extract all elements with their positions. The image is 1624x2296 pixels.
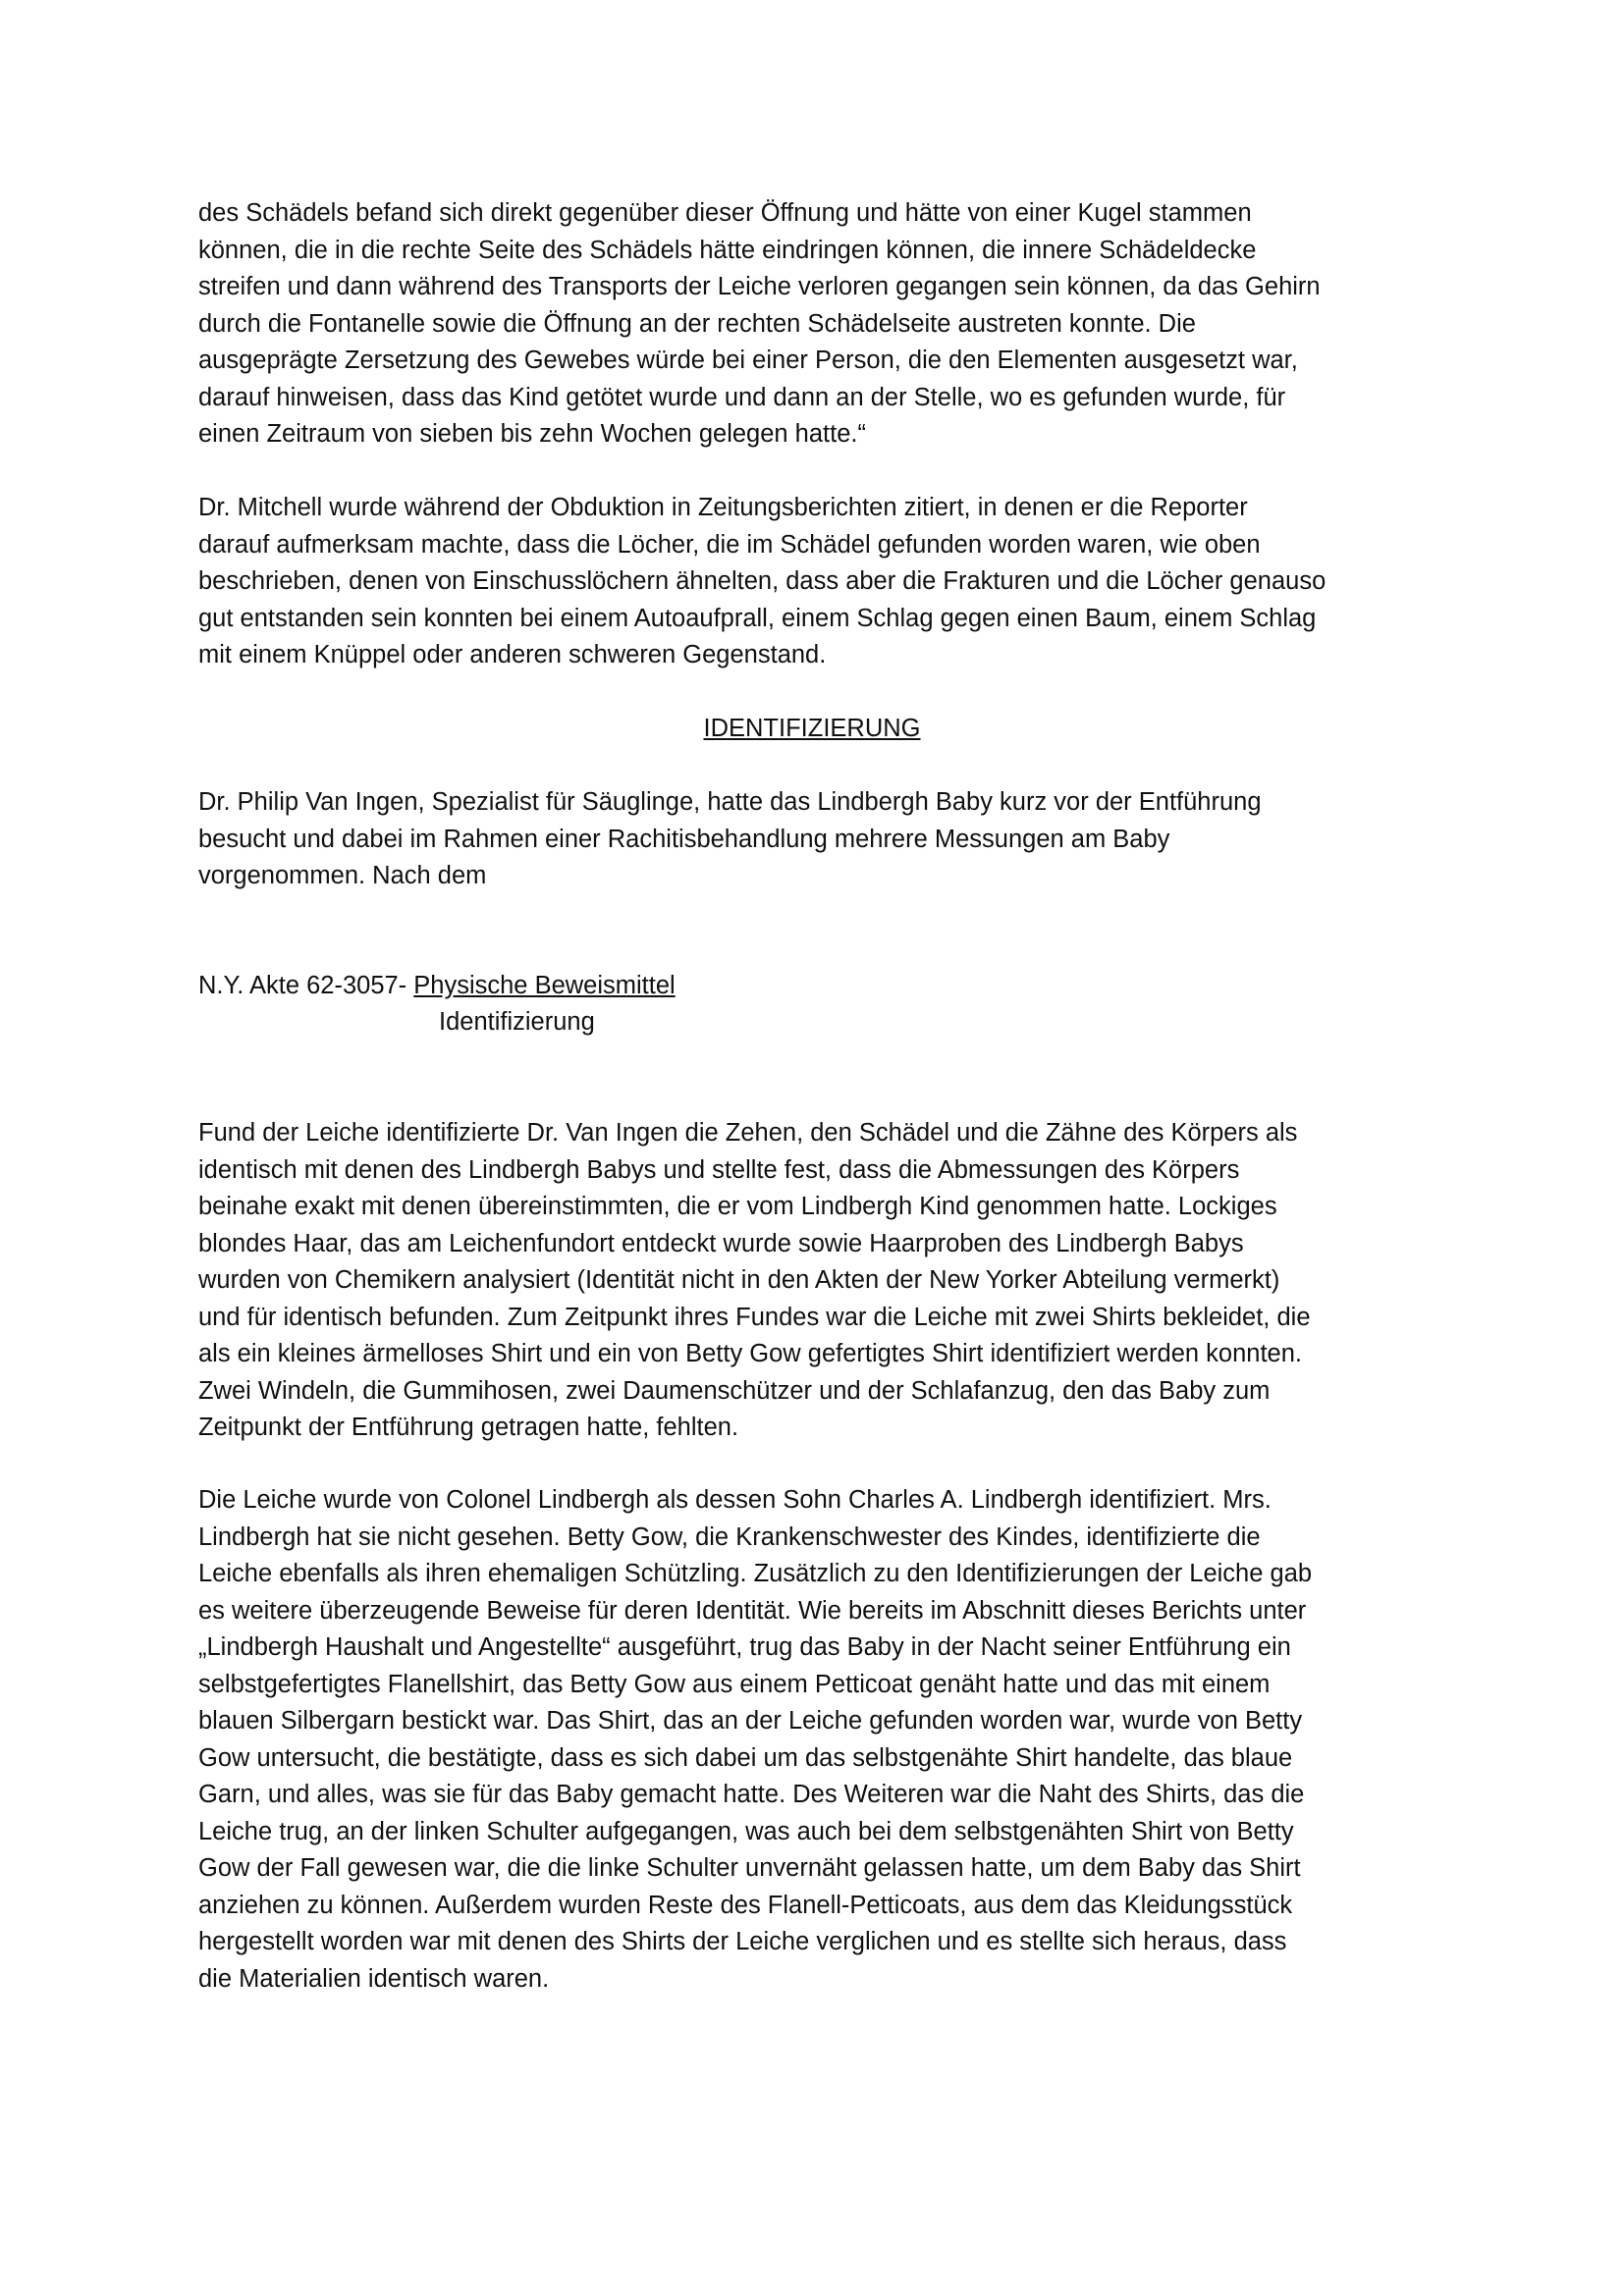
text-line: Leiche trug, an der linken Schulter aufgegangen, was auch bei dem selbstgenähten Shirt von Betty: [198, 1817, 1294, 1845]
text-line: anziehen zu können. Außerdem wurden Reste des Flanell-Petticoats, aus dem das Kleidungsstück: [198, 1891, 1293, 1919]
paragraph-autopsy-conclusion: [198, 195, 1435, 454]
text-line: Gow der Fall gewesen war, die die linke Schulter unvernäht gelassen hatte, um dem Baby das Shirt: [198, 1854, 1301, 1882]
text-line: vorgenommen. Nach dem: [198, 862, 487, 889]
paragraph-body-identification: [198, 1115, 1435, 1447]
text-line: und für identisch befunden. Zum Zeitpunkt ihres Fundes war die Leiche mit zwei Shirts bekleidet, die: [198, 1303, 1311, 1331]
text-line: gut entstanden sein konnten bei einem Autoaufprall, einem Schlag gegen einen Baum, einem Schlag: [198, 604, 1317, 632]
text-line: Die Leiche wurde von Colonel Lindbergh als dessen Sohn Charles A. Lindbergh identifiziert. Mrs.: [198, 1486, 1272, 1514]
text-line: streifen und dann während des Transports der Leiche verloren gegangen sein können, da das Gehirn: [198, 273, 1321, 300]
text-line: identisch mit denen des Lindbergh Babys und stellte fest, dass die Abmessungen des Körpers: [198, 1155, 1240, 1184]
paragraph-colonel-lindbergh: [198, 1482, 1435, 1998]
text-line: Fund der Leiche identifizierte Dr. Van Ingen die Zehen, den Schädel und die Zähne des Körpers als: [198, 1119, 1298, 1147]
text-line: es weitere überzeugende Beweise für deren Identität. Wie bereits im Abschnitt dieses Berichts unter: [198, 1596, 1307, 1625]
text-line: Dr. Philip Van Ingen, Spezialist für Säuglinge, hatte das Lindbergh Baby kurz vor der Entführung: [198, 788, 1262, 816]
text-line: blauen Silbergarn bestickt war. Das Shirt, das an der Leiche gefunden worden war, wurde von Betty: [198, 1707, 1303, 1735]
text-line: wurden von Chemikern analysiert (Identität nicht in den Akten der New Yorker Abteilung vermerkt): [198, 1266, 1280, 1294]
text-line: als ein kleines ärmelloses Shirt und ein von Betty Gow gefertigtes Shirt identifiziert werden konnten.: [198, 1340, 1302, 1367]
text-line: „Lindbergh Haushalt und Angestellte“ ausgeführt, trug das Baby in der Nacht seiner Entführung ein: [198, 1633, 1291, 1661]
text-line: Leiche ebenfalls als ihren ehemaligen Schützling. Zusätzlich zu den Identifizierungen der Leiche gab: [198, 1560, 1313, 1587]
text-line: können, die in die rechte Seite des Schädels hätte eindringen können, die innere Schädeldecke: [198, 236, 1257, 264]
text-line: darauf hinweisen, dass das Kind getötet wurde und dann an der Stelle, wo es gefunden wurde, für: [198, 383, 1286, 411]
text-line: einen Zeitraum von sieben bis zehn Wochen gelegen hatte.“: [198, 420, 866, 448]
text-line: Zwei Windeln, die Gummihosen, zwei Daumenschützer und der Schlafanzug, den das Baby zum: [198, 1376, 1271, 1405]
text-line: Gow untersucht, die bestätigte, dass es sich dabei um das selbstgenähte Shirt handelte, das blaue: [198, 1743, 1293, 1772]
text-line: Garn, und alles, was sie für das Baby gemacht hatte. Des Weiteren war die Naht des Shirts, das die: [198, 1781, 1305, 1808]
text-line: blondes Haar, das am Leichenfundort entdeckt wurde sowie Haarproben des Lindbergh Babys: [198, 1229, 1244, 1257]
text-line: beinahe exakt mit denen übereinstimmten, die er vom Lindbergh Kind genommen hatte. Lockiges: [198, 1193, 1277, 1220]
text-line: mit einem Knüppel oder anderen schweren Gegenstand.: [198, 641, 827, 668]
paragraph-dr-mitchell: [198, 490, 1435, 674]
text-line: beschrieben, denen von Einschusslöchern ähnelten, dass aber die Frakturen und die Löcher genauso: [198, 567, 1326, 595]
text-line: des Schädels befand sich direkt gegenüber dieser Öffnung und hätte von einer Kugel stammen: [198, 199, 1252, 227]
text-line: Zeitpunkt der Entführung getragen hatte, fehlten.: [198, 1414, 739, 1441]
section-heading: IDENTIFIZIERUNG: [703, 715, 921, 742]
file-reference-section: Physische Beweismittel: [413, 972, 676, 999]
paragraph-dr-van-ingen: [198, 784, 1435, 895]
text-line: selbstgefertigtes Flanellshirt, das Betty Gow aus einem Petticoat genäht hatte und das mit einem: [198, 1670, 1271, 1698]
text-line: die Materialien identisch waren.: [198, 1964, 550, 1993]
text-line: Lindbergh hat sie nicht gesehen. Betty Gow, die Krankenschwester des Kindes, identifizierte die: [198, 1522, 1261, 1551]
text-line: Dr. Mitchell wurde während der Obduktion in Zeitungsberichten zitiert, in denen er die Reporter: [198, 494, 1248, 521]
text-line: darauf aufmerksam machte, dass die Löcher, die im Schädel gefunden worden waren, wie oben: [198, 530, 1261, 559]
file-reference: [198, 968, 676, 1005]
text-line: besucht und dabei im Rahmen einer Rachitisbehandlung mehrere Messungen am Baby: [198, 825, 1170, 853]
text-line: durch die Fontanelle sowie die Öffnung an der rechten Schädelseite austreten konnte. Die: [198, 309, 1196, 338]
file-reference-prefix: N.Y. Akte 62-3057-: [198, 972, 414, 999]
text-line: ausgeprägte Zersetzung des Gewebes würde bei einer Person, die den Elementen ausgesetzt war,: [198, 347, 1298, 374]
text-line: hergestellt worden war mit denen des Shirts der Leiche verglichen und es stellte sich heraus, dass: [198, 1928, 1287, 1955]
file-reference-subsection: Identifizierung: [439, 1008, 595, 1036]
